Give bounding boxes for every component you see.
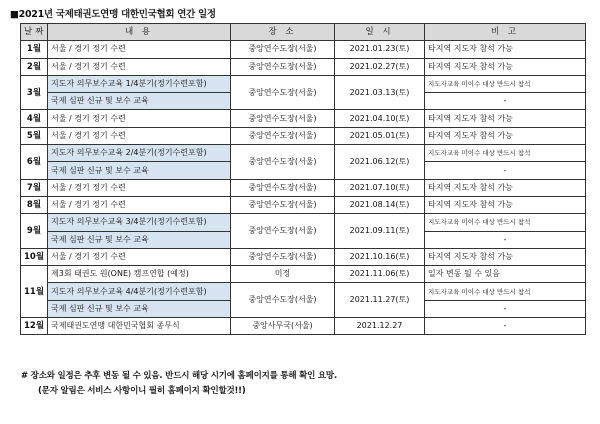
remarks-cell: -	[425, 93, 586, 110]
month-cell: 6월	[21, 145, 48, 180]
date-cell: 2021.11.06(토)	[335, 266, 425, 283]
date-cell: 2021.11.27(토)	[335, 283, 425, 318]
header-place: 장 소	[231, 24, 335, 41]
month-cell: 2월	[21, 58, 48, 75]
content-cell: 지도자 의무보수교육 3/4분기(정기수련포함)	[48, 214, 231, 231]
table-row	[21, 283, 586, 300]
date-cell: 2021.07.10(토)	[335, 179, 425, 196]
remarks-cell: 타지역 지도자 참석 가능	[425, 127, 586, 144]
month-cell: 1월	[21, 41, 48, 58]
date-cell: 2021.10.16(토)	[335, 248, 425, 265]
month-cell: 8월	[21, 196, 48, 213]
place-cell: 중앙연수도장(서울)	[231, 283, 335, 318]
content-cell: 국제 심판 신규 및 보수 교육	[48, 162, 231, 179]
remarks-cell: -	[425, 318, 586, 335]
table-row	[21, 58, 586, 75]
date-cell: 2021.02.27(토)	[335, 58, 425, 75]
remarks-cell: -	[425, 162, 586, 179]
date-cell: 2021.09.11(토)	[335, 214, 425, 249]
content-cell: 서울 / 경기 정기 수련	[48, 179, 231, 196]
place-cell: 중앙연수도장(서울)	[231, 58, 335, 75]
remarks-cell: 타지역 지도자 참석 가능	[425, 248, 586, 265]
header-remarks: 비 고	[425, 24, 586, 41]
content-cell: 서울 / 경기 정기 수련	[48, 127, 231, 144]
content-cell: 국제 심판 신규 및 보수 교육	[48, 300, 231, 317]
footnote-check-homepage: (문자 알림은 서비스 사항이니 필히 홈페이지 확인할것!!)	[38, 386, 246, 396]
content-cell: 국제 심판 신규 및 보수 교육	[48, 231, 231, 248]
place-cell: 중앙연수도장(서울)	[231, 145, 335, 180]
content-cell: 국제 심판 신규 및 보수 교육	[48, 93, 231, 110]
month-cell: 4월	[21, 110, 48, 127]
place-cell: 중앙연수도장(서울)	[231, 75, 335, 110]
place-cell: 중앙연수도장(서울)	[231, 179, 335, 196]
document-title: ■2021년 국제태권도연맹 대한민국협회 연간 일정	[10, 9, 216, 20]
content-cell: 서울 / 경기 정기 수련	[48, 196, 231, 213]
table-row	[21, 214, 586, 231]
place-cell: 미정	[231, 266, 335, 283]
remarks-cell: 일자 변동 될 수 있음	[425, 266, 586, 283]
table-header-row	[21, 24, 586, 41]
table-row	[21, 248, 586, 265]
header-datetime: 일 시	[335, 24, 425, 41]
remarks-cell: 지도자교육 미이수 대상 반드시 참석	[425, 75, 586, 92]
remarks-cell: 타지역 지도자 참석 가능	[425, 41, 586, 58]
header-content: 내 용	[48, 24, 231, 41]
month-cell: 12월	[21, 318, 48, 335]
schedule-table	[20, 23, 586, 335]
place-cell: 중앙사무국(서울)	[231, 318, 335, 335]
place-cell: 중앙연수도장(서울)	[231, 127, 335, 144]
table-row	[21, 110, 586, 127]
content-cell: 서울 / 경기 정기 수련	[48, 41, 231, 58]
date-cell: 2021.01.23(토)	[335, 41, 425, 58]
month-cell: 3월	[21, 75, 48, 110]
table-row	[21, 318, 586, 335]
content-cell: 서울 / 경기 정기 수련	[48, 248, 231, 265]
place-cell: 중앙연수도장(서울)	[231, 248, 335, 265]
place-cell: 중앙연수도장(서울)	[231, 41, 335, 58]
content-cell: 지도자 의무보수교육 4/4분기(정기수련포함)	[48, 283, 231, 300]
month-cell: 5월	[21, 127, 48, 144]
table-row	[21, 266, 586, 283]
remarks-cell: 지도자교육 미이수 대상 반드시 참석	[425, 145, 586, 162]
place-cell: 중앙연수도장(서울)	[231, 214, 335, 249]
content-cell: 지도자 의무보수교육 1/4분기(정기수련포함)	[48, 75, 231, 92]
table-row	[21, 127, 586, 144]
date-cell: 2021.06.12(토)	[335, 145, 425, 180]
date-cell: 2021.05.01(토)	[335, 127, 425, 144]
remarks-cell: 지도자교육 미이수 대상 반드시 참석	[425, 283, 586, 300]
content-cell: 지도자 의무보수교육 2/4분기(정기수련포함)	[48, 145, 231, 162]
table-row	[21, 196, 586, 213]
table-row	[21, 75, 586, 92]
content-cell: 국제태권도연맹 대한민국협회 종무식	[48, 318, 231, 335]
content-cell: 서울 / 경기 정기 수련	[48, 58, 231, 75]
remarks-cell: 타지역 지도자 참석 가능	[425, 110, 586, 127]
remarks-cell: 타지역 지도자 참석 가능	[425, 58, 586, 75]
header-date: 날짜	[21, 24, 48, 41]
table-row	[21, 179, 586, 196]
table-row	[21, 41, 586, 58]
remarks-cell: -	[425, 231, 586, 248]
remarks-cell: 지도자교육 미이수 대상 반드시 참석	[425, 214, 586, 231]
month-cell: 7월	[21, 179, 48, 196]
date-cell: 2021.03.13(토)	[335, 75, 425, 110]
month-cell: 10월	[21, 248, 48, 265]
month-cell: 11월	[21, 266, 48, 318]
table-row	[21, 145, 586, 162]
date-cell: 2021.12.27	[335, 318, 425, 335]
content-cell: 서울 / 경기 정기 수련	[48, 110, 231, 127]
remarks-cell: 타지역 지도자 참석 가능	[425, 179, 586, 196]
remarks-cell: -	[425, 300, 586, 317]
content-cell: 제3회 태권도 원(ONE) 캠프연합 (예정)	[48, 266, 231, 283]
place-cell: 중앙연수도장(서울)	[231, 196, 335, 213]
date-cell: 2021.08.14(토)	[335, 196, 425, 213]
remarks-cell: 타지역 지도자 참석 가능	[425, 196, 586, 213]
place-cell: 중앙연수도장(서울)	[231, 110, 335, 127]
month-cell: 9월	[21, 214, 48, 249]
date-cell: 2021.04.10(토)	[335, 110, 425, 127]
footnote-schedule-change: # 장소와 일정은 추후 변동 될 수 있음. 반드시 해당 시기에 홈페이지를 통해 확인 요망.	[21, 371, 337, 381]
